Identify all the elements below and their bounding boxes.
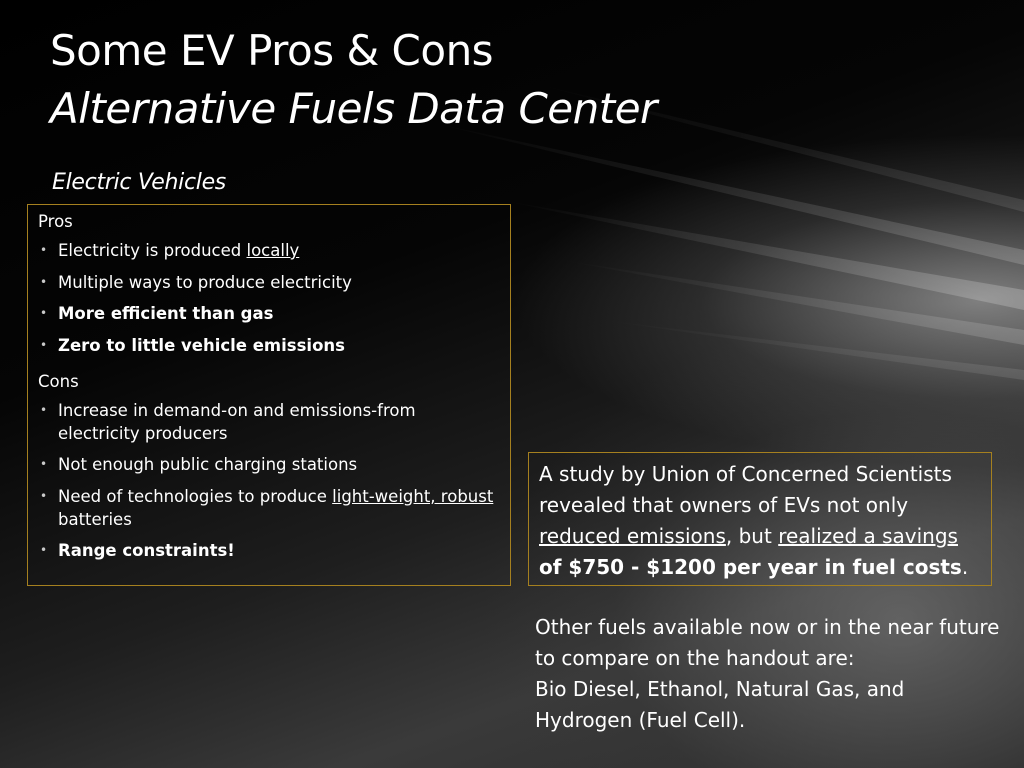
bullet-icon: • — [40, 306, 48, 320]
list-item — [38, 485, 500, 531]
pro-item-text: Electricity is produced — [58, 241, 247, 260]
pro-item-text: Multiple ways to produce electricity — [58, 272, 352, 292]
bullet-icon: • — [40, 457, 48, 471]
con-item-text: Need of technologies to produce — [58, 486, 333, 506]
study-text-2: , but — [725, 524, 779, 548]
bullet-icon: • — [40, 543, 48, 557]
study-text: A study by Union of Concerned Scientists revealed that owners of EVs not only — [539, 462, 952, 517]
bullet-icon: • — [40, 402, 48, 417]
list-item — [38, 271, 500, 294]
other-fuels-line-4: Hydrogen (Fuel Cell). — [535, 708, 746, 732]
bullet-icon: • — [40, 243, 48, 257]
list-item — [38, 334, 500, 357]
bullet-icon: • — [40, 488, 48, 503]
study-underlined-savings: realized a savings — [778, 524, 958, 548]
pros-heading: Pros — [38, 212, 73, 231]
list-item — [38, 539, 500, 562]
pros-list — [38, 239, 500, 357]
study-underlined-emissions: reduced emissions — [539, 524, 726, 548]
pros-cons-box — [27, 204, 511, 586]
list-item — [38, 453, 500, 476]
bullet-icon: • — [40, 337, 48, 352]
section-subhead: Electric Vehicles — [52, 170, 226, 195]
page-title — [50, 22, 657, 138]
list-item — [38, 302, 500, 325]
con-item-underlined: light-weight, robust — [332, 486, 494, 506]
list-item — [38, 399, 500, 445]
con-item-text: Increase in demand-on and emissions-from electricity producers — [58, 400, 416, 443]
con-item-text: Not enough public charging stations — [58, 455, 358, 474]
study-savings-amount: of $750 - $1200 per year in fuel costs — [539, 555, 962, 579]
list-item — [38, 239, 500, 262]
cons-heading: Cons — [38, 371, 79, 391]
pro-item-text: Zero to little vehicle emissions — [58, 335, 345, 355]
title-line-2: Alternative Fuels Data Center — [50, 84, 657, 133]
cons-list — [38, 399, 500, 563]
study-period: . — [961, 555, 969, 579]
other-fuels-line-3: Bio Diesel, Ethanol, Natural Gas, and — [535, 677, 905, 701]
pro-item-underlined: locally — [246, 241, 300, 260]
title-line-1: Some EV Pros & Cons — [50, 26, 494, 75]
con-item-text-after: batteries — [58, 509, 132, 529]
con-item-text: Range constraints! — [58, 541, 235, 560]
other-fuels-line-1: Other fuels available now or in the near future — [535, 615, 1000, 639]
pro-item-text: More efficient than gas — [58, 304, 274, 323]
other-fuels-note — [535, 612, 1024, 736]
bullet-icon: • — [40, 274, 48, 289]
study-callout-box — [528, 452, 992, 586]
other-fuels-line-2: to compare on the handout are: — [535, 646, 855, 670]
